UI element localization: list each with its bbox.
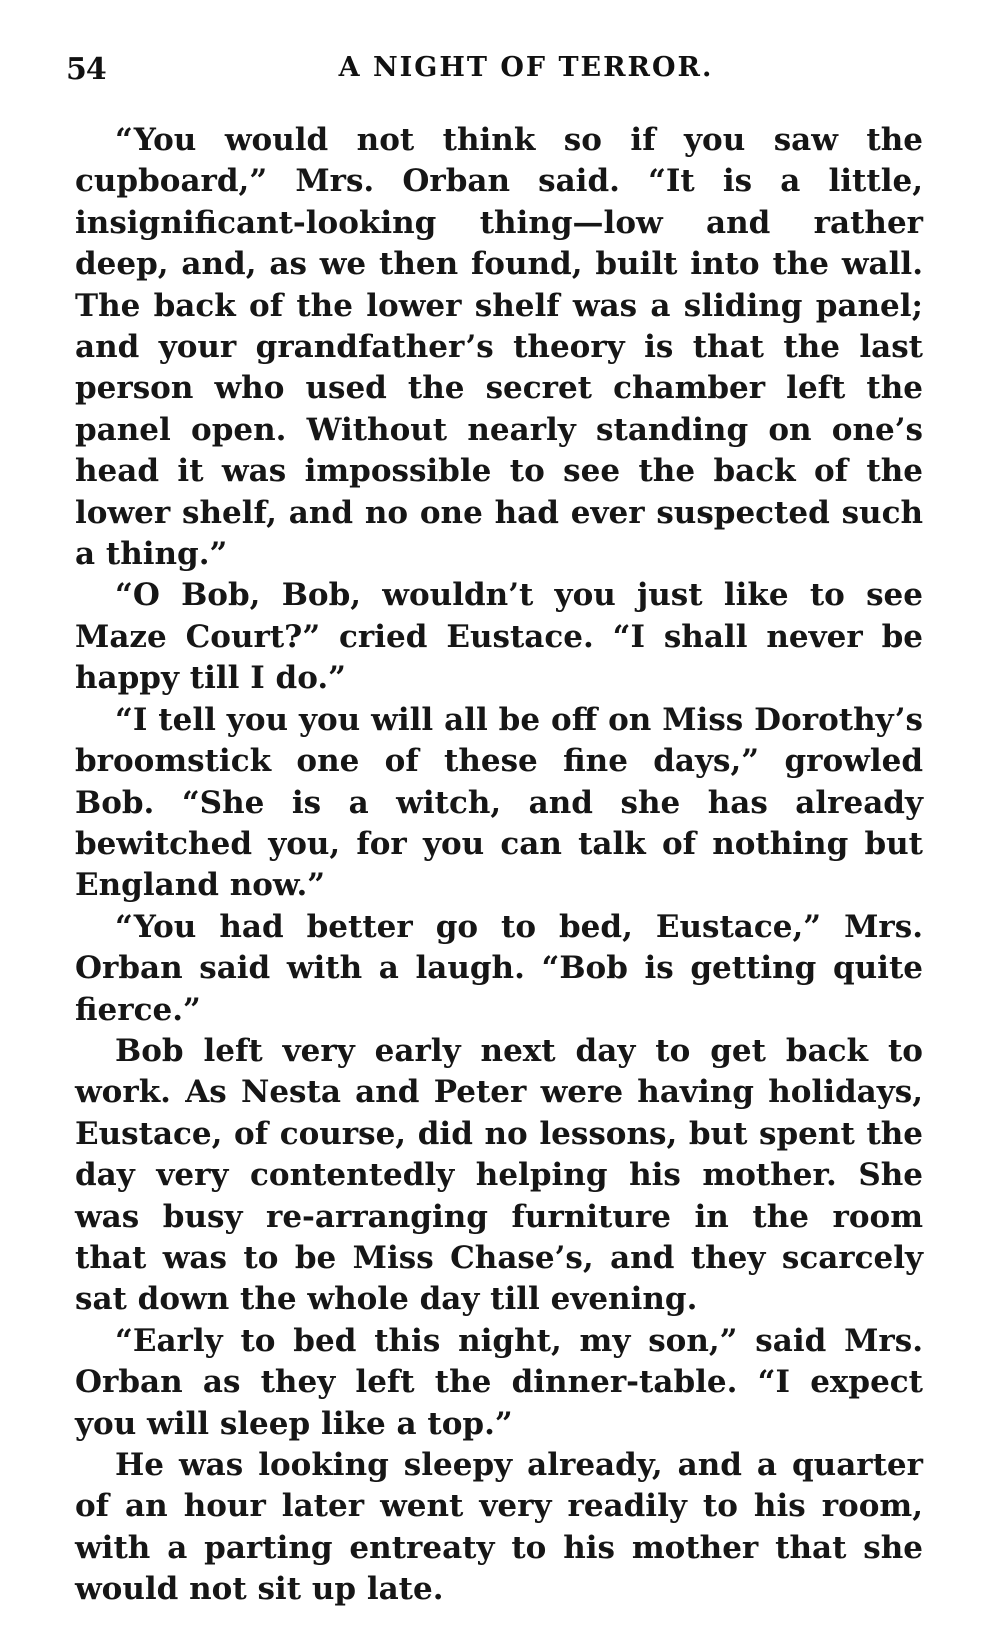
body-text [75, 120, 923, 1611]
paragraph: Bob left very early next day to get back to work. As Nesta and Peter were having holidays, Eustace, of course, did no lessons, but spent the day very contentedly helping his mother. She was busy re-arranging furniture in the room that was to be Miss Chase’s, and they scarcely sat down the whole day till evening. [75, 1032, 923, 1318]
page-number: 54 [66, 52, 106, 87]
paragraph: “You had better go to bed, Eustace,” Mrs. Orban said with a laugh. “Bob is getting quite fierce.” [75, 908, 923, 1028]
paragraph: “I tell you you will all be off on Miss Dorothy’s broomstick one of these fine days,” growled Bob. “She is a witch, and she has already bewitched you, for you can talk of nothing but England now.” [75, 701, 923, 904]
page-header [66, 46, 926, 98]
running-title: A NIGHT OF TERROR. [338, 52, 714, 83]
paragraph: “O Bob, Bob, wouldn’t you just like to see Maze Court?” cried Eustace. “I shall never be happy till I do.” [75, 577, 923, 697]
paragraph: “You would not think so if you saw the cupboard,” Mrs. Orban said. “It is a little, insignificant-looking thing—low and rather deep, and, as we then found, built into the wall. The back of the lower shelf was a sliding panel; and your grandfather’s theory is that the last person who used the secret chamber left the panel open. Without nearly standing on one’s head it was impossible to see the back of the lower shelf, and no one had ever suspected such a thing.” [75, 122, 923, 573]
paragraph: “Early to bed this night, my son,” said Mrs. Orban as they left the dinner-table. “I expect you will sleep like a top.” [75, 1322, 923, 1442]
paragraph: He was looking sleepy already, and a quarter of an hour later went very readily to his room, with a parting entreaty to his mother that she would not sit up late. [75, 1447, 923, 1608]
